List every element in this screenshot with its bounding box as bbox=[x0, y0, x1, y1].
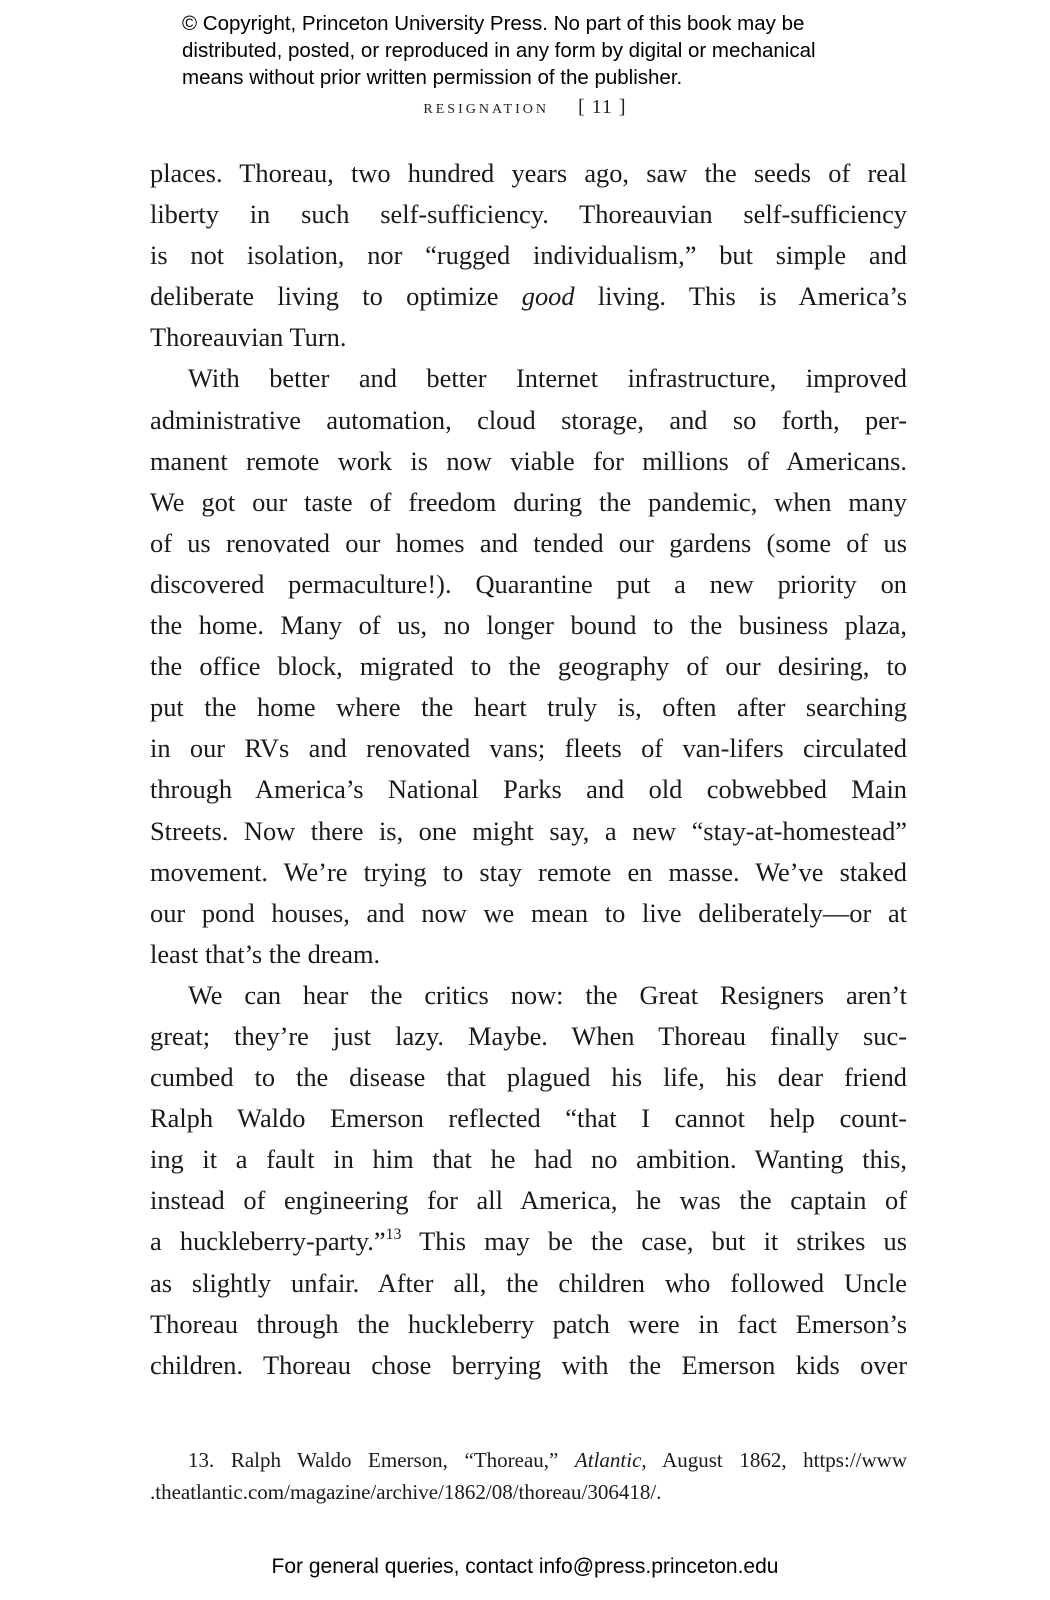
footnote-line: 13. Ralph Waldo Emerson, “Thoreau,” Atlantic, August 1862, https://www bbox=[188, 1448, 907, 1472]
text-line: liberty in such self-sufficiency. Thoreauvian self-sufficiency bbox=[150, 199, 907, 230]
text-line: Thoreauvian Turn. bbox=[150, 322, 347, 353]
text-line: least that’s the dream. bbox=[150, 938, 381, 969]
copyright-line: © Copyright, Princeton University Press. No part of this book may be bbox=[182, 12, 805, 35]
text-line: Streets. Now there is, one might say, a new “stay-at-homestead” bbox=[150, 815, 907, 846]
text-line: places. Thoreau, two hundred years ago, saw the seeds of real bbox=[150, 158, 907, 188]
text-line: instead of engineering for all America, he was the captain of bbox=[150, 1185, 907, 1216]
footer-contact: For general queries, contact info@press.princeton.edu bbox=[271, 1555, 779, 1578]
text-line: administrative automation, cloud storage, and so forth, per- bbox=[150, 404, 907, 435]
text-line: Ralph Waldo Emerson reflected “that I cannot help count- bbox=[150, 1103, 907, 1134]
text-line: cumbed to the disease that plagued his life, his dear friend bbox=[150, 1062, 907, 1093]
text-line: We can hear the critics now: the Great Resigners aren’t bbox=[188, 979, 907, 1010]
footnote-reference: 13 bbox=[385, 1226, 402, 1244]
text-line: as slightly unfair. After all, the children who followed Uncle bbox=[150, 1267, 907, 1298]
text-line: manent remote work is now viable for millions of Americans. bbox=[150, 445, 907, 476]
text-line: discovered permaculture!). Quarantine put a new priority on bbox=[150, 568, 907, 599]
text-line: of us renovated our homes and tended our gardens (some of us bbox=[150, 527, 907, 558]
text-line: put the home where the heart truly is, often after searching bbox=[150, 692, 907, 723]
running-head bbox=[0, 96, 1050, 119]
text-line: is not isolation, nor “rugged individualism,” but simple and bbox=[150, 240, 907, 271]
text-line: in our RVs and renovated vans; fleets of van-lifers circulated bbox=[150, 733, 907, 764]
footnote bbox=[150, 1444, 907, 1508]
body-text bbox=[150, 153, 907, 1386]
copyright-line: distributed, posted, or reproduced in any form by digital or mechanical bbox=[182, 39, 816, 62]
text-line: movement. We’re trying to stay remote en masse. We’ve staked bbox=[150, 856, 907, 887]
copyright-line: means without prior written permission of the publisher. bbox=[182, 66, 683, 89]
copyright-notice bbox=[182, 10, 942, 91]
footnote-line: .theatlantic.com/magazine/archive/1862/08/thoreau/306418/. bbox=[150, 1480, 662, 1504]
text-line: With better and better Internet infrastructure, improved bbox=[188, 363, 907, 394]
text-line: deliberate living to optimize good living. This is America’s bbox=[150, 281, 908, 312]
text-line: ing it a fault in him that he had no ambition. Wanting this, bbox=[150, 1144, 907, 1175]
emphasis: Atlantic bbox=[574, 1448, 642, 1472]
text-line: through America’s National Parks and old cobwebbed Main bbox=[150, 774, 907, 805]
text-line: children. Thoreau chose berrying with the Emerson kids over bbox=[150, 1349, 907, 1380]
text-line: great; they’re just lazy. Maybe. When Thoreau finally suc- bbox=[150, 1020, 907, 1051]
text-line: the office block, migrated to the geography of our desiring, to bbox=[150, 651, 907, 682]
text-line: the home. Many of us, no longer bound to the business plaza, bbox=[150, 610, 907, 641]
text-line: We got our taste of freedom during the pandemic, when many bbox=[150, 486, 907, 517]
emphasis: good bbox=[521, 281, 575, 312]
page-number: [ 11 ] bbox=[577, 96, 627, 118]
text-line: a huckleberry-party.”$^{13}$ This may be the case, but it strikes us bbox=[150, 1226, 908, 1257]
text-line: Thoreau through the huckleberry patch were in fact Emerson’s bbox=[150, 1308, 907, 1339]
running-head-title: resignation bbox=[423, 96, 549, 118]
text-line: our pond houses, and now we mean to live deliberately—or at bbox=[150, 897, 907, 928]
